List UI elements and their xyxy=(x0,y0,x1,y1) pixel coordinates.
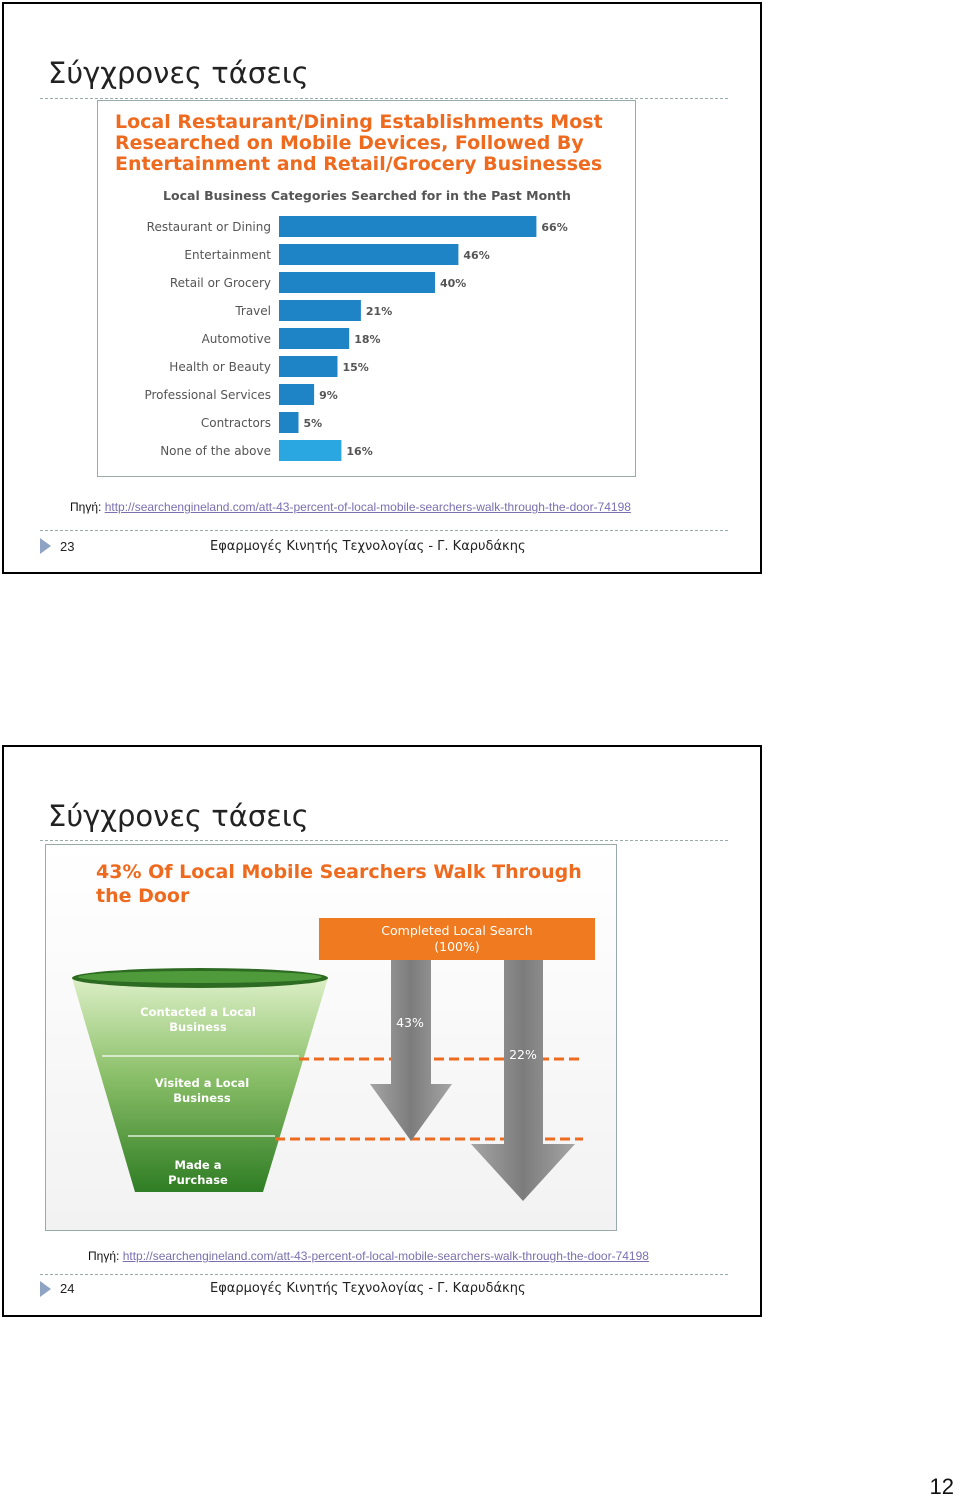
stage-1-label-line-2: Business xyxy=(169,1020,227,1034)
value-label: 40% xyxy=(440,277,467,290)
category-label: Restaurant or Dining xyxy=(146,220,271,234)
bar xyxy=(279,440,341,461)
slide-23 xyxy=(2,2,762,574)
completed-search-percent: (100%) xyxy=(434,939,480,954)
category-label: Professional Services xyxy=(144,388,271,402)
value-label: 46% xyxy=(463,249,490,262)
stage-3-label-line-2: Purchase xyxy=(168,1173,228,1187)
stage-2-label-line-1: Visited a Local xyxy=(154,1076,250,1090)
footer-triangle-icon xyxy=(40,538,51,554)
bar xyxy=(279,244,458,265)
value-label: 18% xyxy=(354,333,381,346)
source-label: Πηγή: xyxy=(88,1249,123,1263)
chart-title-line-2: the Door xyxy=(96,885,190,907)
arrow-43-label: 43% xyxy=(396,1015,424,1030)
slide-number: 23 xyxy=(60,539,75,554)
slide-title: Σύγχρονες τάσεις xyxy=(48,799,309,833)
category-label: Retail or Grocery xyxy=(169,276,271,290)
title-divider xyxy=(40,98,728,99)
bar xyxy=(279,356,338,377)
bar xyxy=(279,216,536,237)
title-divider xyxy=(40,840,728,841)
funnel-chart xyxy=(45,844,618,1232)
source-link[interactable]: http://searchengineland.com/att-43-percent-of-local-mobile-searchers-walk-through-the-door-74198 xyxy=(104,500,631,514)
value-label: 16% xyxy=(346,445,373,458)
category-label: Travel xyxy=(235,304,271,318)
value-label: 15% xyxy=(342,361,369,374)
stage-3-label-line-1: Made a xyxy=(174,1158,222,1172)
funnel-rim-inner xyxy=(78,971,322,983)
category-label: Contractors xyxy=(200,416,271,430)
slide-24 xyxy=(2,745,762,1317)
value-label: 66% xyxy=(541,221,568,234)
document-page-number: 12 xyxy=(929,1474,954,1499)
source-link[interactable]: http://searchengineland.com/att-43-percent-of-local-mobile-searchers-walk-through-the-door-74198 xyxy=(122,1249,649,1263)
chart-title-line-2: Researched on Mobile Devices, Followed By xyxy=(115,132,584,154)
category-label: Automotive xyxy=(201,332,271,346)
slide-title: Σύγχρονες τάσεις xyxy=(48,56,309,90)
value-label: 5% xyxy=(303,417,323,430)
chart-title-line-3: Entertainment and Retail/Grocery Businesses xyxy=(115,153,603,175)
chart-title-line-1: 43% Of Local Mobile Searchers Walk Through xyxy=(96,861,582,883)
arrow-22-label: 22% xyxy=(509,1047,537,1062)
bar xyxy=(279,272,435,293)
footer-divider xyxy=(40,1274,728,1275)
footer-text: Εφαρμογές Κινητής Τεχνολογίας - Γ. Καρυδάκης xyxy=(210,539,526,554)
stage-1-label-line-1: Contacted a Local xyxy=(140,1005,256,1019)
bar xyxy=(279,384,314,405)
footer-text: Εφαρμογές Κινητής Τεχνολογίας - Γ. Καρυδάκης xyxy=(210,1281,526,1296)
value-label: 21% xyxy=(365,305,393,318)
stage-2-label-line-2: Business xyxy=(173,1091,231,1105)
footer-divider xyxy=(40,530,728,531)
bar-chart xyxy=(97,100,637,478)
bar xyxy=(279,300,361,321)
slide-number: 24 xyxy=(60,1281,75,1296)
value-label: 9% xyxy=(319,389,338,402)
bar xyxy=(279,412,299,433)
category-label: Health or Beauty xyxy=(169,360,271,374)
footer-triangle-icon xyxy=(40,1281,51,1297)
bar xyxy=(279,328,349,349)
source-line xyxy=(88,1249,649,1263)
completed-search-label: Completed Local Search xyxy=(381,923,533,938)
source-label: Πηγή: xyxy=(70,500,105,514)
category-label: Entertainment xyxy=(184,248,271,262)
category-label: None of the above xyxy=(160,444,271,458)
chart-title-line-1: Local Restaurant/Dining Establishments Most xyxy=(115,111,603,133)
source-line xyxy=(70,500,631,514)
chart-subtitle: Local Business Categories Searched for in the Past Month xyxy=(163,188,571,203)
